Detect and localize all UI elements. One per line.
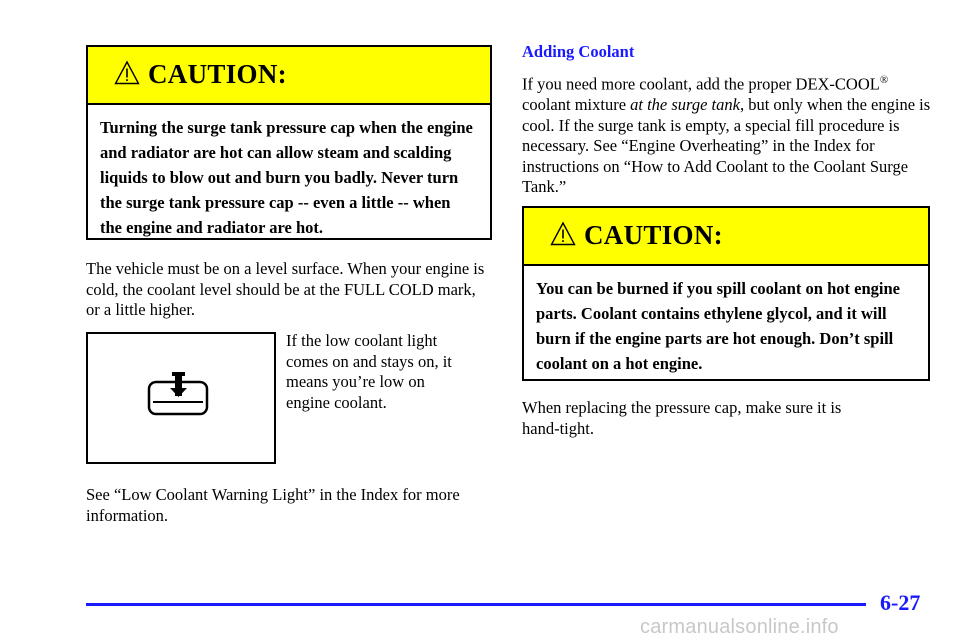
level-surface-paragraph: The vehicle must be on a level surface. When your engine is cold, the coolant level should be at the FULL COLD mark, or a little higher. xyxy=(86,259,485,319)
caution-header xyxy=(88,47,490,105)
caution-box-right xyxy=(522,206,930,381)
caution-text: You can be burned if you spill coolant on hot engine parts. Coolant contains ethylene glycol, and it will burn if the engine parts are hot enough. Don’t spill coolant on a hot engine. xyxy=(536,279,900,373)
watermark: carmanualsonline.info xyxy=(640,616,839,638)
caution-header xyxy=(524,208,928,266)
pressure-cap-paragraph: When replacing the pressure cap, make sure it is hand-tight. xyxy=(522,398,842,438)
page-number: 6-27 xyxy=(880,590,921,615)
footer-rule xyxy=(86,603,866,606)
low-coolant-light-icon xyxy=(88,334,274,462)
caution-title: CAUTION: xyxy=(584,220,723,250)
low-coolant-light-figure xyxy=(86,332,276,464)
caution-title: CAUTION: xyxy=(148,59,287,89)
figure-caption: If the low coolant light comes on and stays on, it means you’re low on engine coolant. xyxy=(286,331,452,412)
caution-box-left xyxy=(86,45,492,240)
adding-coolant-heading: Adding Coolant xyxy=(522,42,635,61)
see-index-paragraph: See “Low Coolant Warning Light” in the Index for more information. xyxy=(86,485,460,525)
caution-text: Turning the surge tank pressure cap when the engine and radiator are hot can allow steam and scalding liquids to blow out and burn you badly. Never turn the surge tank pressure cap -- even a little -- when the engine and radiator are hot. xyxy=(100,118,473,237)
warning-triangle-icon xyxy=(114,60,140,86)
adding-coolant-paragraph: If you need more coolant, add the proper DEX-COOL® coolant mixture at the surge tank, but only when the engine is cool. If the surge tank is empty, a special fill procedure is necessary. See “Engine Overheating” in the Index for instructions on “How to Add Coolant to the Coolant Surge Tank.” xyxy=(522,74,931,196)
warning-triangle-icon xyxy=(550,221,576,247)
